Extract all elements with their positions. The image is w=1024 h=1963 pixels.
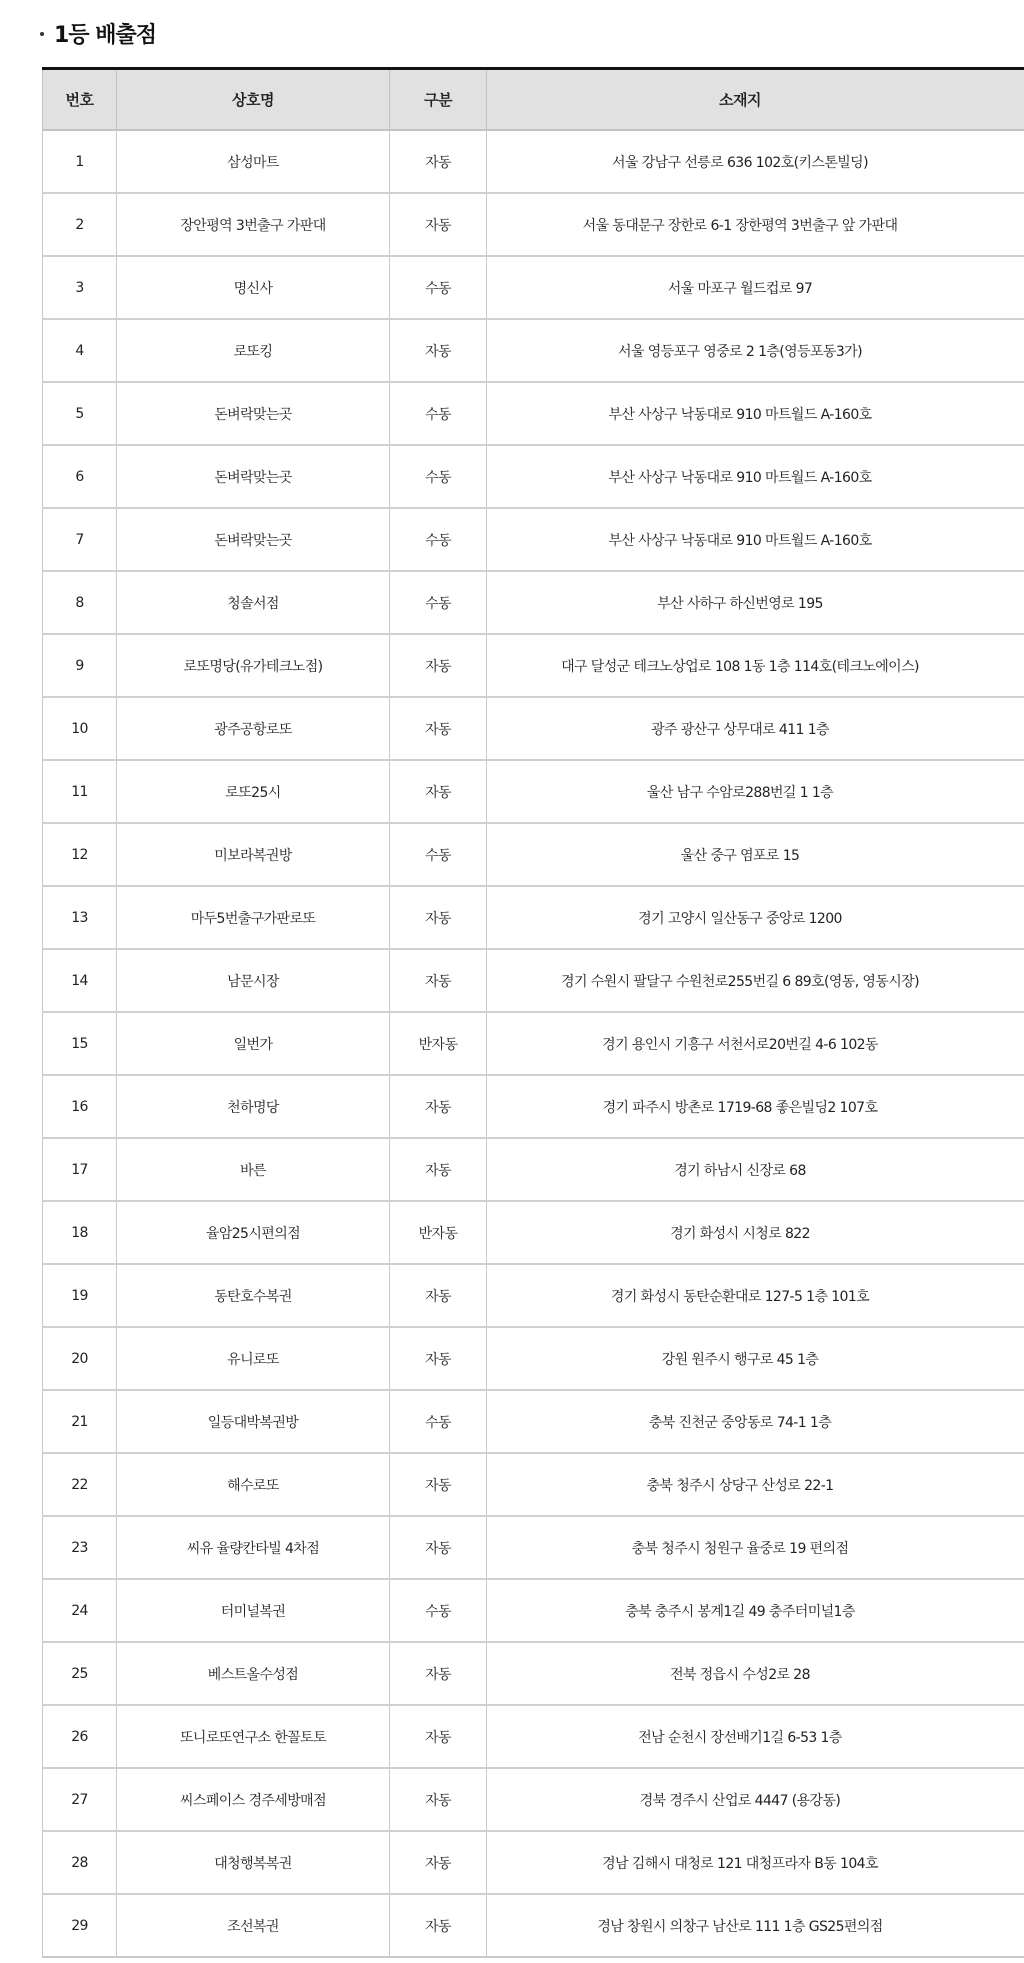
table-row xyxy=(43,1138,1024,1201)
cell-no: 5 xyxy=(43,382,117,445)
cell-store-name: 로또명당(유가테크노점) xyxy=(117,634,390,697)
cell-address: 부산 사상구 낙동대로 910 마트월드 A-160호 xyxy=(487,508,1024,571)
table-row xyxy=(43,1705,1024,1768)
cell-store-name: 청솔서점 xyxy=(117,571,390,634)
cell-address: 충북 진천군 중앙동로 74-1 1층 xyxy=(487,1390,1024,1453)
cell-store-name: 돈벼락맞는곳 xyxy=(117,382,390,445)
table-row xyxy=(43,1642,1024,1705)
cell-type: 자동 xyxy=(390,319,487,382)
cell-store-name: 남문시장 xyxy=(117,949,390,1012)
cell-no: 15 xyxy=(43,1012,117,1075)
cell-address: 서울 동대문구 장한로 6-1 장한평역 3번출구 앞 가판대 xyxy=(487,193,1024,256)
cell-store-name: 바른 xyxy=(117,1138,390,1201)
cell-type: 자동 xyxy=(390,697,487,760)
cell-type: 자동 xyxy=(390,1831,487,1894)
cell-store-name: 터미널복권 xyxy=(117,1579,390,1642)
cell-address: 대구 달성군 테크노상업로 108 1동 1층 114호(테크노에이스) xyxy=(487,634,1024,697)
table-row xyxy=(43,634,1024,697)
cell-address: 서울 강남구 선릉로 636 102호(키스톤빌딩) xyxy=(487,130,1024,193)
cell-no: 26 xyxy=(43,1705,117,1768)
cell-store-name: 대청행복복권 xyxy=(117,1831,390,1894)
cell-address: 서울 영등포구 영중로 2 1층(영등포동3가) xyxy=(487,319,1024,382)
cell-no: 18 xyxy=(43,1201,117,1264)
table-row xyxy=(43,382,1024,445)
cell-type: 반자동 xyxy=(390,1012,487,1075)
header-address: 소재지 xyxy=(487,69,1024,131)
cell-store-name: 해수로또 xyxy=(117,1453,390,1516)
table-row xyxy=(43,1831,1024,1894)
table-row xyxy=(43,1264,1024,1327)
cell-address: 강원 원주시 행구로 45 1층 xyxy=(487,1327,1024,1390)
header-type: 구분 xyxy=(390,69,487,131)
cell-store-name: 마두5번출구가판로또 xyxy=(117,886,390,949)
cell-type: 자동 xyxy=(390,1075,487,1138)
cell-address: 경기 고양시 일산동구 중앙로 1200 xyxy=(487,886,1024,949)
cell-address: 충북 충주시 봉계1길 49 충주터미널1층 xyxy=(487,1579,1024,1642)
cell-no: 28 xyxy=(43,1831,117,1894)
cell-store-name: 동탄호수복권 xyxy=(117,1264,390,1327)
cell-no: 13 xyxy=(43,886,117,949)
cell-address: 경기 화성시 시청로 822 xyxy=(487,1201,1024,1264)
cell-store-name: 일번가 xyxy=(117,1012,390,1075)
cell-type: 자동 xyxy=(390,1642,487,1705)
bullet-icon xyxy=(40,32,44,36)
cell-no: 2 xyxy=(43,193,117,256)
cell-address: 경기 하남시 신장로 68 xyxy=(487,1138,1024,1201)
cell-no: 25 xyxy=(43,1642,117,1705)
cell-no: 11 xyxy=(43,760,117,823)
cell-no: 8 xyxy=(43,571,117,634)
cell-address: 경북 경주시 산업로 4447 (용강동) xyxy=(487,1768,1024,1831)
cell-store-name: 베스트올수성점 xyxy=(117,1642,390,1705)
table-row xyxy=(43,1894,1024,1957)
cell-type: 자동 xyxy=(390,1516,487,1579)
cell-type: 수동 xyxy=(390,1579,487,1642)
table-row xyxy=(43,697,1024,760)
cell-no: 23 xyxy=(43,1516,117,1579)
cell-store-name: 율암25시편의점 xyxy=(117,1201,390,1264)
cell-store-name: 또니로또연구소 한꼴토토 xyxy=(117,1705,390,1768)
cell-type: 수동 xyxy=(390,1390,487,1453)
cell-store-name: 씨유 율량칸타빌 4차점 xyxy=(117,1516,390,1579)
table-row xyxy=(43,1390,1024,1453)
cell-address: 전북 정읍시 수성2로 28 xyxy=(487,1642,1024,1705)
cell-no: 6 xyxy=(43,445,117,508)
cell-no: 16 xyxy=(43,1075,117,1138)
cell-address: 경기 화성시 동탄순환대로 127-5 1층 101호 xyxy=(487,1264,1024,1327)
cell-address: 경기 용인시 기흥구 서천서로20번길 4-6 102동 xyxy=(487,1012,1024,1075)
cell-no: 7 xyxy=(43,508,117,571)
cell-type: 자동 xyxy=(390,1768,487,1831)
cell-no: 29 xyxy=(43,1894,117,1957)
cell-no: 27 xyxy=(43,1768,117,1831)
cell-type: 자동 xyxy=(390,760,487,823)
table-row xyxy=(43,193,1024,256)
cell-address: 부산 사하구 하신번영로 195 xyxy=(487,571,1024,634)
cell-type: 수동 xyxy=(390,256,487,319)
table-row xyxy=(43,256,1024,319)
table-row xyxy=(43,130,1024,193)
cell-address: 광주 광산구 상무대로 411 1층 xyxy=(487,697,1024,760)
table-header-row xyxy=(43,69,1024,131)
cell-type: 수동 xyxy=(390,382,487,445)
cell-address: 울산 중구 염포로 15 xyxy=(487,823,1024,886)
cell-address: 충북 청주시 청원구 율중로 19 편의점 xyxy=(487,1516,1024,1579)
winning-stores-table xyxy=(42,67,1024,1958)
cell-address: 충북 청주시 상당구 산성로 22-1 xyxy=(487,1453,1024,1516)
header-name: 상호명 xyxy=(117,69,390,131)
cell-address: 경기 파주시 방촌로 1719-68 좋은빌딩2 107호 xyxy=(487,1075,1024,1138)
cell-no: 14 xyxy=(43,949,117,1012)
table-row xyxy=(43,1453,1024,1516)
table-row xyxy=(43,445,1024,508)
cell-no: 20 xyxy=(43,1327,117,1390)
cell-type: 수동 xyxy=(390,445,487,508)
cell-type: 자동 xyxy=(390,949,487,1012)
table-row xyxy=(43,1201,1024,1264)
cell-type: 자동 xyxy=(390,1705,487,1768)
cell-no: 9 xyxy=(43,634,117,697)
cell-no: 12 xyxy=(43,823,117,886)
cell-no: 10 xyxy=(43,697,117,760)
cell-store-name: 미보라복권방 xyxy=(117,823,390,886)
cell-no: 21 xyxy=(43,1390,117,1453)
table-row xyxy=(43,760,1024,823)
cell-type: 수동 xyxy=(390,823,487,886)
cell-type: 자동 xyxy=(390,1453,487,1516)
cell-no: 24 xyxy=(43,1579,117,1642)
cell-store-name: 명신사 xyxy=(117,256,390,319)
header-no: 번호 xyxy=(43,69,117,131)
cell-type: 수동 xyxy=(390,508,487,571)
section-title xyxy=(40,16,156,50)
table-row xyxy=(43,886,1024,949)
cell-no: 17 xyxy=(43,1138,117,1201)
cell-type: 자동 xyxy=(390,130,487,193)
cell-store-name: 천하명당 xyxy=(117,1075,390,1138)
section-title-text: 1등 배출점 xyxy=(54,22,156,48)
cell-store-name: 돈벼락맞는곳 xyxy=(117,445,390,508)
cell-store-name: 로또25시 xyxy=(117,760,390,823)
cell-address: 경기 수원시 팔달구 수원천로255번길 6 89호(영동, 영동시장) xyxy=(487,949,1024,1012)
table-row xyxy=(43,319,1024,382)
cell-address: 경남 김해시 대청로 121 대청프라자 B동 104호 xyxy=(487,1831,1024,1894)
cell-store-name: 로또킹 xyxy=(117,319,390,382)
table-row xyxy=(43,823,1024,886)
table-row xyxy=(43,1012,1024,1075)
cell-type: 자동 xyxy=(390,886,487,949)
cell-store-name: 광주공항로또 xyxy=(117,697,390,760)
cell-type: 자동 xyxy=(390,1138,487,1201)
cell-no: 4 xyxy=(43,319,117,382)
cell-store-name: 조선복권 xyxy=(117,1894,390,1957)
winning-stores-table-container xyxy=(42,67,1024,1958)
table-row xyxy=(43,1327,1024,1390)
cell-address: 경남 창원시 의창구 남산로 111 1층 GS25편의점 xyxy=(487,1894,1024,1957)
table-row xyxy=(43,1768,1024,1831)
cell-type: 반자동 xyxy=(390,1201,487,1264)
cell-no: 3 xyxy=(43,256,117,319)
cell-address: 부산 사상구 낙동대로 910 마트월드 A-160호 xyxy=(487,382,1024,445)
cell-no: 22 xyxy=(43,1453,117,1516)
cell-address: 울산 남구 수암로288번길 1 1층 xyxy=(487,760,1024,823)
cell-type: 자동 xyxy=(390,1894,487,1957)
cell-type: 자동 xyxy=(390,1327,487,1390)
cell-store-name: 유니로또 xyxy=(117,1327,390,1390)
table-row xyxy=(43,1075,1024,1138)
cell-type: 자동 xyxy=(390,634,487,697)
cell-store-name: 삼성마트 xyxy=(117,130,390,193)
cell-type: 자동 xyxy=(390,1264,487,1327)
cell-no: 19 xyxy=(43,1264,117,1327)
table-row xyxy=(43,571,1024,634)
cell-type: 수동 xyxy=(390,571,487,634)
cell-store-name: 일등대박복권방 xyxy=(117,1390,390,1453)
cell-type: 자동 xyxy=(390,193,487,256)
cell-store-name: 장안평역 3번출구 가판대 xyxy=(117,193,390,256)
cell-store-name: 씨스페이스 경주세방매점 xyxy=(117,1768,390,1831)
table-row xyxy=(43,1516,1024,1579)
table-row xyxy=(43,949,1024,1012)
cell-store-name: 돈벼락맞는곳 xyxy=(117,508,390,571)
table-row xyxy=(43,508,1024,571)
cell-address: 부산 사상구 낙동대로 910 마트월드 A-160호 xyxy=(487,445,1024,508)
cell-no: 1 xyxy=(43,130,117,193)
cell-address: 전남 순천시 장선배기1길 6-53 1층 xyxy=(487,1705,1024,1768)
table-row xyxy=(43,1579,1024,1642)
cell-address: 서울 마포구 월드컵로 97 xyxy=(487,256,1024,319)
